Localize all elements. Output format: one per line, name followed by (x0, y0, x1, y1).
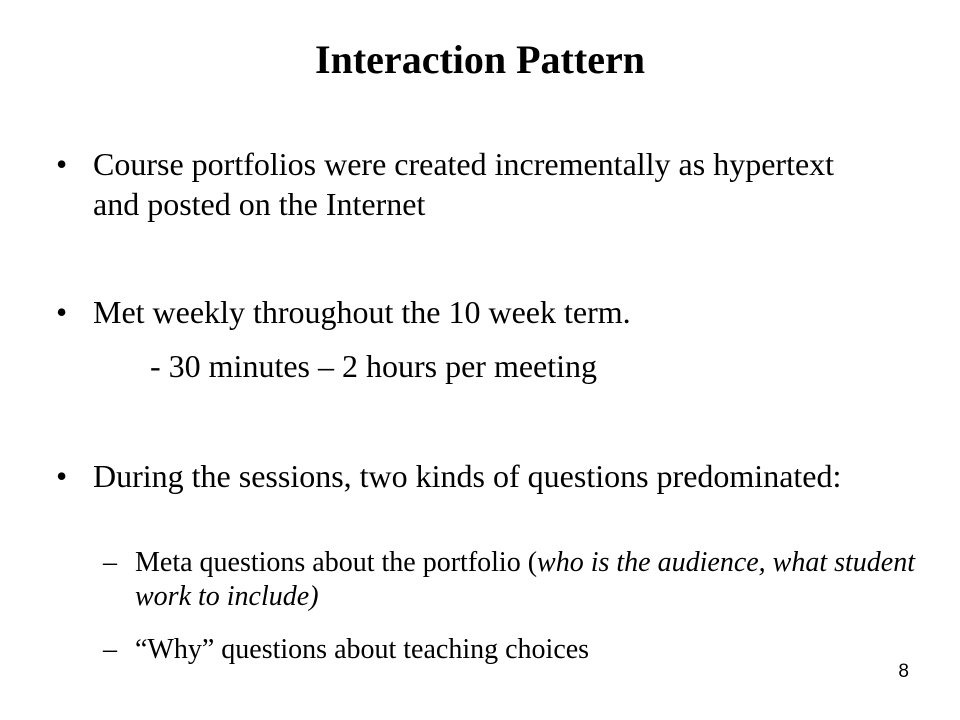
bullet-text: Course portfolios were created incrementally as hypertext and posted on the Internet (93, 146, 835, 222)
dash-icon: – (103, 547, 117, 578)
bullet-row (56, 144, 876, 224)
sub-bullet-why-questions (103, 633, 915, 667)
slide-title: Interaction Pattern (315, 37, 645, 82)
bullet-icon: • (56, 146, 68, 182)
page-number: 8 (898, 661, 909, 682)
dash-icon: – (103, 634, 117, 665)
meeting-duration-detail: - 30 minutes – 2 hours per meeting (150, 348, 598, 384)
sub-bullet-text: Meta questions about the portfolio ( (135, 547, 538, 578)
sub-bullet-meta-questions (103, 546, 915, 614)
bullet-text: Met weekly throughout the 10 week term. (93, 294, 631, 330)
sub-bullet-italic-text: who is the audience, what student work to include) (135, 547, 916, 612)
bullet-item-questions (56, 456, 876, 496)
bullet-item-portfolios (56, 144, 876, 224)
bullet-text: During the sessions, two kinds of questions predominated: (93, 458, 842, 494)
bullet-row (56, 456, 876, 496)
bullet-row (56, 292, 876, 332)
bullet-icon: • (56, 294, 68, 330)
sub-bullet-text: “Why” questions about teaching choices (135, 634, 590, 665)
bullet-item-meetings (56, 292, 876, 332)
bullet-icon: • (56, 458, 68, 494)
